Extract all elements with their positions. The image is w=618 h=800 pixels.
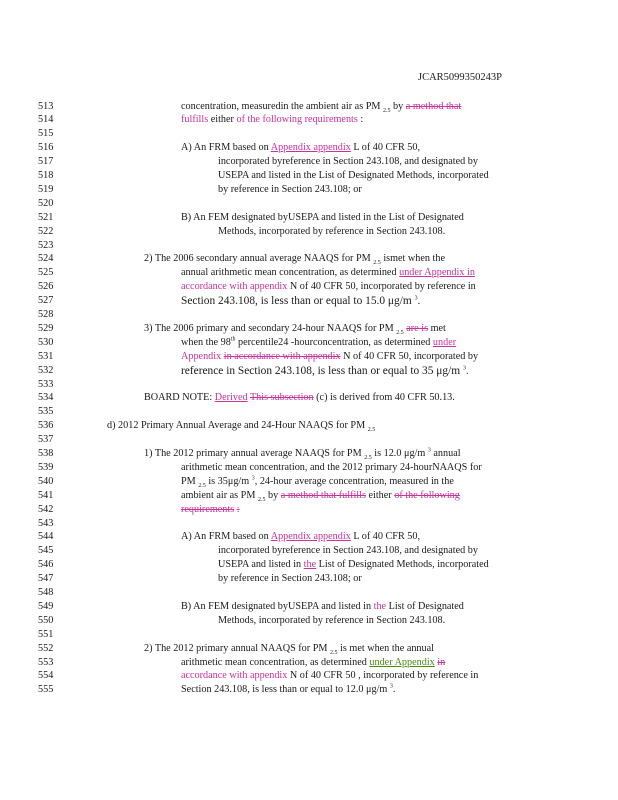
line-text bbox=[181, 600, 464, 614]
text-segment: d) 2012 Primary Annual Average and 24-Hour NAAQS for PM bbox=[107, 420, 368, 432]
line-text bbox=[181, 364, 469, 379]
line-number: 544 bbox=[38, 531, 54, 543]
text-segment: by bbox=[265, 489, 281, 501]
text-segment: Section 243.108, is less than or equal to 15.0 μg/m bbox=[181, 295, 415, 308]
subscript: 2.5 bbox=[257, 496, 266, 503]
line-number: 529 bbox=[38, 322, 54, 334]
line-number: 521 bbox=[38, 211, 54, 223]
text-segment: Methods, incorporated by reference in Section 243.108. bbox=[218, 225, 446, 237]
line-text bbox=[181, 211, 464, 225]
line-text bbox=[144, 252, 445, 266]
line-number: 549 bbox=[38, 600, 54, 612]
deleted-text: are is bbox=[406, 322, 429, 334]
document-code: JCAR5099350243P bbox=[417, 72, 502, 83]
document-line bbox=[38, 669, 578, 683]
document-line bbox=[38, 544, 578, 558]
line-text bbox=[218, 169, 489, 183]
document-line bbox=[38, 239, 578, 253]
document-line bbox=[38, 266, 578, 280]
line-text bbox=[144, 447, 461, 461]
line-text bbox=[107, 419, 375, 433]
document-line bbox=[38, 308, 578, 322]
text-segment: accordance with appendix bbox=[181, 670, 288, 682]
line-text bbox=[218, 558, 489, 572]
line-number: 520 bbox=[38, 197, 54, 209]
document-line bbox=[38, 225, 578, 239]
line-text bbox=[218, 572, 362, 586]
text-segment: percentile24 -hourconcentration, as determined bbox=[235, 336, 433, 348]
text-segment: concentration, measuredin the ambient air as PM bbox=[181, 100, 383, 112]
text-segment: either bbox=[365, 489, 395, 501]
document-line bbox=[38, 405, 578, 419]
text-segment: . bbox=[417, 296, 421, 308]
inserted-text: the bbox=[303, 559, 317, 571]
inserted-text: Derived bbox=[214, 392, 248, 404]
line-number: 513 bbox=[38, 100, 54, 112]
document-line bbox=[38, 197, 578, 211]
line-text bbox=[181, 266, 475, 280]
text-segment: Methods, incorporated by reference in Section 243.108. bbox=[218, 614, 446, 626]
text-segment: arithmetic mean concentration, and the 2012 primary 24-hourNAAQS for bbox=[181, 461, 482, 473]
line-number: 547 bbox=[38, 573, 54, 585]
line-text bbox=[181, 475, 454, 489]
text-segment: by bbox=[390, 100, 406, 112]
text-segment: ambient air as PM bbox=[181, 489, 258, 501]
line-text bbox=[181, 503, 240, 517]
document-line bbox=[38, 100, 578, 114]
line-number: 519 bbox=[38, 183, 54, 195]
document-line bbox=[38, 169, 578, 183]
text-segment: (c) is derived from 40 CFR 50.13. bbox=[313, 392, 455, 404]
deleted-text: This subsection bbox=[249, 392, 314, 404]
document-line bbox=[38, 433, 578, 447]
text-segment: . bbox=[465, 365, 469, 377]
text-segment: the bbox=[373, 600, 387, 612]
line-number: 537 bbox=[38, 434, 54, 446]
text-segment: incorporated byreference in Section 243.108, and designated by bbox=[218, 545, 478, 557]
text-segment: : bbox=[357, 114, 364, 126]
document-line bbox=[38, 419, 578, 433]
text-segment: , 24-hour average concentration, measured in the bbox=[254, 475, 454, 487]
line-number: 552 bbox=[38, 642, 54, 654]
line-number: 536 bbox=[38, 420, 54, 432]
text-segment: L of 40 CFR 50, bbox=[350, 531, 421, 543]
inserted-text: under Appendix in bbox=[399, 267, 475, 279]
document-line bbox=[38, 572, 578, 586]
line-number: 532 bbox=[38, 364, 54, 376]
superscript: 3 bbox=[251, 475, 255, 482]
document-line bbox=[38, 503, 578, 517]
line-number: 538 bbox=[38, 448, 54, 459]
text-segment: arithmetic mean concentration, as determined bbox=[181, 656, 370, 668]
line-number: 516 bbox=[38, 142, 54, 154]
text-segment: List of Designated Methods, incorporated bbox=[316, 559, 489, 571]
line-text bbox=[181, 350, 478, 364]
text-segment: met bbox=[428, 322, 446, 334]
document-line bbox=[38, 517, 578, 531]
superscript: 3 bbox=[462, 365, 466, 372]
line-number: 515 bbox=[38, 128, 54, 140]
deleted-text: a method that bbox=[405, 100, 462, 112]
inserted-text: Appendix appendix bbox=[270, 142, 351, 154]
document-line bbox=[38, 322, 578, 336]
document-line bbox=[38, 378, 578, 392]
line-number: 540 bbox=[38, 475, 54, 487]
inserted-text: under bbox=[432, 336, 457, 348]
line-text bbox=[218, 183, 362, 197]
text-segment: 2) The 2006 secondary annual average NAAQS for PM bbox=[144, 253, 374, 265]
document-line bbox=[38, 656, 578, 670]
line-number: 518 bbox=[38, 170, 54, 181]
line-number: 551 bbox=[38, 628, 54, 640]
line-text bbox=[181, 141, 420, 155]
text-segment: reference in Section 243.108, is less than or equal to 35 μg/m bbox=[181, 364, 463, 377]
text-segment: Section 243.108, is less than or equal to 12.0 μg/m bbox=[181, 684, 390, 696]
line-number: 523 bbox=[38, 239, 54, 251]
document-line bbox=[38, 683, 578, 697]
line-text bbox=[181, 530, 420, 544]
line-text bbox=[181, 113, 363, 127]
document-line bbox=[38, 336, 578, 350]
document-line bbox=[38, 530, 578, 544]
document-line bbox=[38, 294, 578, 308]
document-line bbox=[38, 642, 578, 656]
document-line bbox=[38, 127, 578, 141]
subscript: 2.5 bbox=[367, 427, 376, 434]
document-line bbox=[38, 280, 578, 294]
text-segment: ismet when the bbox=[380, 253, 445, 265]
line-number: 528 bbox=[38, 309, 54, 320]
line-text bbox=[218, 155, 478, 169]
text-segment: B) An FEM designated byUSEPA and listed in bbox=[181, 600, 374, 612]
subscript: 2.5 bbox=[364, 455, 372, 462]
line-text bbox=[181, 461, 482, 475]
document-line bbox=[38, 600, 578, 614]
text-segment: accordance with appendix bbox=[181, 281, 288, 293]
document-line bbox=[38, 155, 578, 169]
line-number: 524 bbox=[38, 253, 54, 265]
line-text bbox=[218, 614, 445, 628]
document-line bbox=[38, 350, 578, 364]
line-text bbox=[218, 544, 478, 558]
inserted-text: under Appendix bbox=[369, 656, 435, 668]
line-number: 525 bbox=[38, 267, 54, 279]
deleted-text: : bbox=[236, 503, 240, 515]
line-number: 517 bbox=[38, 156, 54, 168]
text-segment: by reference in Section 243.108; or bbox=[218, 573, 362, 585]
subscript: 2.5 bbox=[383, 107, 391, 114]
subscript: 2.5 bbox=[396, 329, 404, 336]
document-line bbox=[38, 475, 578, 489]
text-segment: annual bbox=[430, 448, 461, 459]
text-segment: N of 40 CFR 50, incorporated by bbox=[340, 350, 479, 362]
text-segment: when the 98 bbox=[181, 336, 231, 348]
text-segment: PM bbox=[181, 475, 199, 487]
text-segment: is 35μg/m bbox=[205, 475, 252, 487]
line-number: 541 bbox=[38, 489, 54, 501]
superscript: 3 bbox=[427, 447, 431, 454]
deleted-text: of the following bbox=[394, 489, 460, 501]
text-segment: 1) The 2012 primary annual average NAAQS for PM bbox=[144, 448, 365, 459]
line-number: 526 bbox=[38, 281, 54, 293]
line-number: 531 bbox=[38, 350, 54, 362]
text-segment: of the following requirements bbox=[236, 114, 358, 126]
text-segment: A) An FRM based on bbox=[181, 531, 271, 543]
line-text bbox=[181, 336, 456, 350]
line-number: 550 bbox=[38, 614, 54, 626]
deleted-text: a method that fulfills bbox=[280, 489, 366, 501]
document-line bbox=[38, 614, 578, 628]
superscript: 3 bbox=[389, 683, 393, 690]
line-number: 527 bbox=[38, 295, 54, 307]
text-segment: is 12.0 μg/m bbox=[371, 448, 428, 459]
line-number: 543 bbox=[38, 517, 54, 529]
document-line bbox=[38, 141, 578, 155]
line-number: 554 bbox=[38, 670, 54, 682]
line-text bbox=[181, 489, 460, 503]
line-text bbox=[218, 225, 445, 239]
text-segment: N of 40 CFR 50 , incorporated by reference in bbox=[287, 670, 479, 682]
superscript: 3 bbox=[414, 295, 418, 302]
text-segment: fulfills bbox=[181, 114, 209, 126]
text-segment: USEPA and listed in bbox=[218, 559, 304, 571]
text-segment: annual arithmetic mean concentration, as determined bbox=[181, 267, 400, 279]
superscript: th bbox=[230, 336, 236, 343]
text-segment: incorporated byreference in Section 243.108, and designated by bbox=[218, 156, 478, 168]
text-segment: A) An FRM based on bbox=[181, 142, 271, 154]
text-segment: either bbox=[208, 114, 237, 126]
text-segment: is met when the annual bbox=[337, 642, 434, 654]
document-line bbox=[38, 461, 578, 475]
line-number: 539 bbox=[38, 461, 54, 473]
document-line bbox=[38, 364, 578, 378]
inserted-text: Appendix appendix bbox=[270, 531, 351, 543]
document-line bbox=[38, 183, 578, 197]
text-segment: B) An FEM designated byUSEPA and listed in the List of Designated bbox=[181, 211, 464, 223]
document-line bbox=[38, 252, 578, 266]
document-line bbox=[38, 558, 578, 572]
document-line bbox=[38, 113, 578, 127]
line-number: 542 bbox=[38, 503, 54, 515]
line-text bbox=[181, 100, 461, 114]
text-segment: List of Designated bbox=[386, 600, 464, 612]
subscript: 2.5 bbox=[373, 260, 381, 267]
line-number: 545 bbox=[38, 545, 54, 557]
deleted-text: in bbox=[437, 656, 446, 668]
deleted-text: requirements bbox=[181, 503, 235, 515]
text-segment: . bbox=[392, 684, 396, 696]
text-segment: by reference in Section 243.108; or bbox=[218, 183, 362, 195]
document-line bbox=[38, 489, 578, 503]
line-text bbox=[144, 322, 446, 336]
subscript: 2.5 bbox=[198, 482, 206, 489]
line-number: 522 bbox=[38, 225, 54, 237]
line-text bbox=[144, 642, 434, 656]
document-line bbox=[38, 586, 578, 600]
document-line bbox=[38, 391, 578, 405]
line-number: 555 bbox=[38, 684, 54, 696]
line-number: 533 bbox=[38, 378, 54, 390]
deleted-text: in accordance with appendix bbox=[223, 350, 341, 362]
subscript: 2.5 bbox=[330, 649, 338, 656]
document-line bbox=[38, 211, 578, 225]
text-segment: USEPA and listed in the List of Designated Methods, incorporated bbox=[218, 170, 489, 181]
line-number: 546 bbox=[38, 559, 54, 571]
text-segment: Appendix bbox=[181, 350, 222, 362]
line-text bbox=[181, 294, 420, 309]
line-text bbox=[181, 280, 476, 294]
line-number: 553 bbox=[38, 656, 54, 668]
line-number: 534 bbox=[38, 392, 54, 404]
text-segment: L of 40 CFR 50, bbox=[350, 142, 421, 154]
text-segment: BOARD NOTE: bbox=[144, 392, 215, 404]
line-number: 514 bbox=[38, 114, 54, 126]
document-line bbox=[38, 628, 578, 642]
line-text bbox=[181, 683, 395, 697]
line-text bbox=[144, 391, 455, 405]
text-segment: 2) The 2012 primary annual NAAQS for PM bbox=[144, 642, 330, 654]
line-number: 535 bbox=[38, 406, 54, 418]
line-text bbox=[181, 669, 478, 683]
text-segment: 3) The 2006 primary and secondary 24-hour NAAQS for PM bbox=[144, 322, 397, 334]
line-text bbox=[181, 656, 445, 670]
line-number: 530 bbox=[38, 336, 54, 348]
line-number: 548 bbox=[38, 587, 54, 598]
document-line bbox=[38, 447, 578, 461]
text-segment: N of 40 CFR 50, incorporated by reference in bbox=[287, 281, 476, 293]
